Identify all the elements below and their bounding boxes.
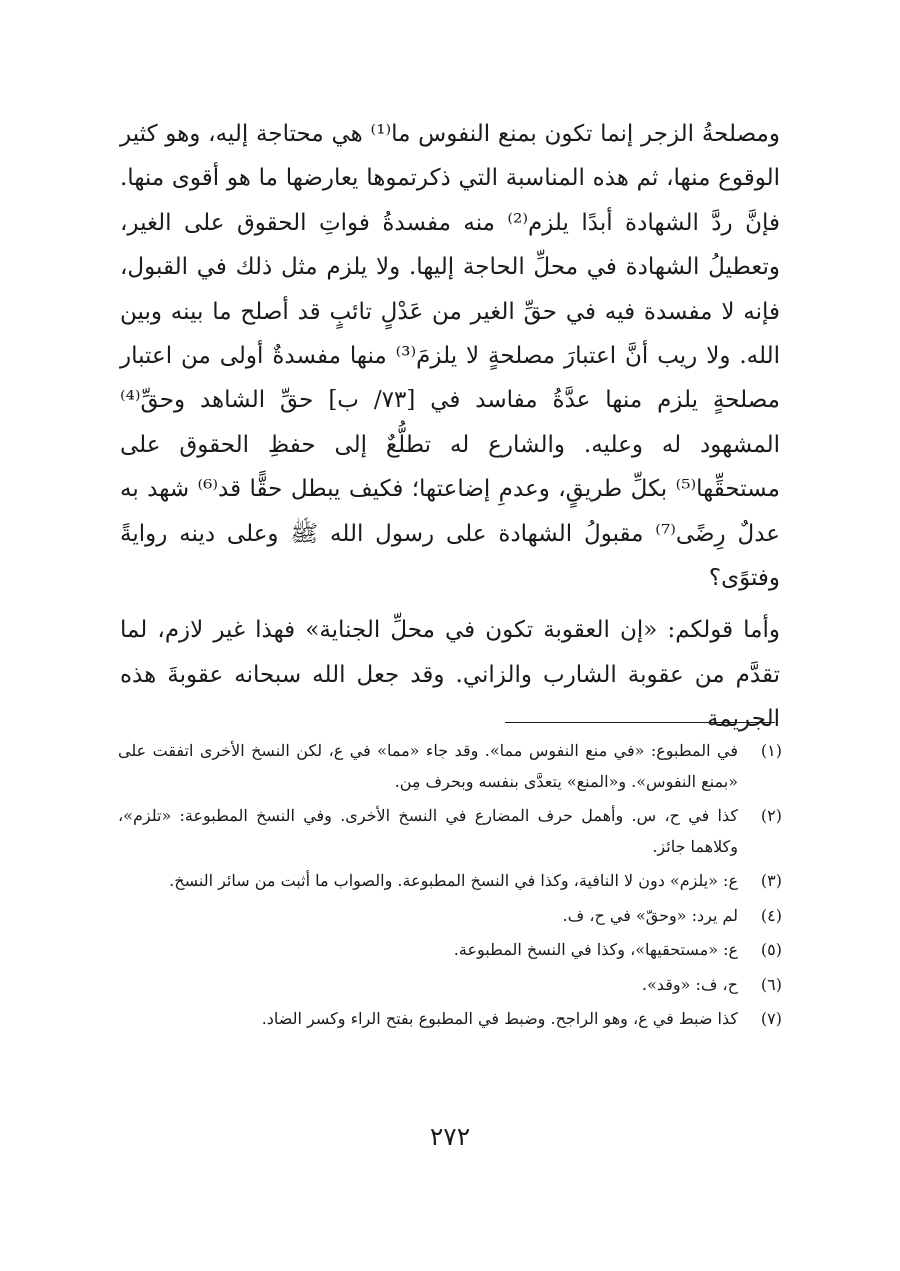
footnote-text: ع: «مستحقيها»، وكذا في النسخ المطبوعة.: [453, 940, 738, 959]
footnotes: [118, 736, 782, 1039]
footnote-number: (٦): [760, 974, 782, 994]
footnote-text: ح، ف: «وقد».: [641, 974, 738, 994]
footnote-number: (٢): [760, 806, 782, 825]
footnote-number: (٥): [760, 940, 782, 959]
footnote-1: [118, 736, 782, 797]
paragraph-1: ومصلحةُ الزجر إنما تكون بمنع النفوس ما⁽¹⁾ هي محتاجة إليه، وهو كثير الوقوع منها، ثم هذه المناسبة التي ذكرتموها يعارضها ما هو أقوى منها. فإنَّ ردَّ الشهادة أبدًا يلزم⁽²⁾ منه مفسدةُ فواتِ الحقوق على الغير، وتعطيلُ الشهادة في محلِّ الحاجة إليها. ولا يلزم مثل ذلك في القبول، فإنه لا مفسدة فيه في حقِّ الغير من عَدْلٍ تائبٍ قد أصلح ما بينه وبين الله. ولا ريب أنَّ اعتبارَ مصلحةٍ لا يلزمَ⁽³⁾ منها مفسدةٌ أولى من اعتبار مصلحةٍ يلزم منها عدَّةُ مفاسد في [٧٣/ ب] حقِّ الشاهد وحقِّ⁽⁴⁾ المشهود له وعليه. والشارع له تطلُّعٌ إلى حفظِ الحقوق على مستحقِّها⁽⁵⁾ بكلِّ طريقٍ، وعدمِ إضاعتها؛ فكيف يبطل حقًّا قد⁽⁶⁾ شهد به عدلٌ رِضًى⁽⁷⁾ مقبولُ الشهادة على رسول الله ﷺ وعلى دينه روايةً وفتوًى؟: [120, 121, 781, 592]
footnote-4: [118, 901, 782, 932]
footnote-7: [118, 1004, 782, 1035]
footnote-number: (١): [760, 741, 782, 760]
footnote-text: كذا ضبط في ع، وهو الراجح. وضبط في المطبوع بفتح الراء وكسر الضاد.: [261, 1009, 738, 1028]
footnote-3: [118, 866, 782, 897]
footnote-separator: [505, 722, 775, 723]
page-number: ٢٧٢: [429, 1122, 471, 1151]
footnote-2: [118, 801, 782, 862]
footnote-6: [118, 970, 782, 1001]
footnote-number: (٧): [760, 1009, 782, 1028]
footnote-text: لم يرد: «وحقّ» في ح، ف.: [562, 905, 738, 925]
main-text: [120, 112, 780, 742]
footnote-number: (٣): [760, 871, 782, 890]
footnote-5: [118, 935, 782, 966]
footnote-text: ع: «يلزم» دون لا النافية، وكذا في النسخ المطبوعة. والصواب ما أثبت من سائر النسخ.: [169, 871, 738, 890]
footnote-text: في المطبوع: «في منع النفوس مما». وقد جاء «مما» في ع، لكن النسخ الأخرى اتفقت على «بمنع النفوس». و«المنع» يتعدَّى بنفسه وبحرف مِن.: [118, 741, 738, 791]
footnote-number: (٤): [760, 905, 782, 925]
footnote-text: كذا في ح، س. وأهمل حرف المضارع في النسخ الأخرى. وفي النسخ المطبوعة: «تلزم»، وكلاهما جائز.: [118, 806, 738, 856]
paragraph-2: وأما قولكم: «إن العقوبة تكون في محلِّ الجناية» فهذا غير لازم، لما تقدَّم من عقوبة الشارب والزاني. وقد جعل الله سبحانه عقوبةَ هذه الجريمة: [120, 617, 780, 733]
